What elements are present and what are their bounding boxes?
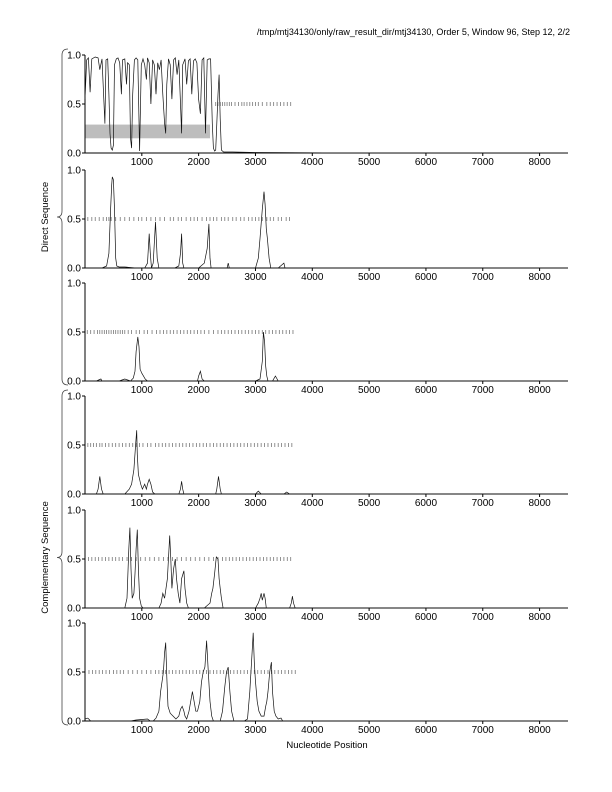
- x-tick-label: 2000: [187, 385, 210, 396]
- x-tick-label: 3000: [244, 498, 267, 509]
- x-tick-label: 6000: [414, 498, 438, 509]
- series-line: [85, 332, 568, 381]
- x-tick-label: 3000: [244, 385, 267, 396]
- sequence-groups: [40, 49, 68, 725]
- x-tick-label: 7000: [471, 385, 494, 396]
- x-tick-label: 3000: [244, 272, 267, 283]
- x-tick-label: 4000: [301, 385, 324, 396]
- group-1: [40, 49, 68, 385]
- x-tick-label: 4000: [301, 272, 324, 283]
- panel-1: [67, 51, 568, 169]
- y-tick-label: 0.0: [67, 263, 81, 275]
- y-tick-label: 1.0: [67, 50, 81, 62]
- x-tick-label: 4000: [301, 157, 324, 168]
- series-line: [85, 528, 568, 608]
- figure-title: /tmp/mtj34130/only/raw_result_dir/mtj34130, Order 5, Window 96, Step 12, 2/2: [256, 27, 570, 37]
- y-tick-label: 0.5: [67, 214, 81, 226]
- x-tick-label: 5000: [357, 272, 381, 283]
- panel-3: [67, 279, 568, 397]
- panel-2: [67, 166, 568, 284]
- x-tick-label: 8000: [528, 725, 551, 736]
- x-tick-label: 3000: [244, 725, 267, 736]
- y-tick-label: 1.0: [67, 391, 81, 403]
- y-tick-label: 1.0: [67, 618, 81, 630]
- x-tick-label: 2000: [187, 272, 210, 283]
- x-tick-label: 6000: [414, 272, 438, 283]
- y-tick-label: 0.0: [67, 716, 81, 728]
- x-tick-label: 3000: [244, 612, 267, 623]
- x-tick-label: 7000: [471, 612, 494, 623]
- x-tick-label: 8000: [528, 272, 551, 283]
- y-tick-label: 0.0: [67, 148, 81, 160]
- x-tick-label: 1000: [130, 498, 153, 509]
- x-tick-label: 1000: [130, 725, 153, 736]
- x-tick-label: 5000: [357, 157, 381, 168]
- x-tick-label: 2000: [187, 498, 210, 509]
- x-tick-label: 6000: [414, 385, 438, 396]
- panels: [67, 51, 568, 737]
- group-label: Complementary Sequence: [40, 501, 51, 614]
- x-tick-label: 8000: [528, 385, 551, 396]
- x-tick-label: 7000: [471, 157, 494, 168]
- x-tick-label: 1000: [130, 272, 153, 283]
- x-tick-label: 5000: [357, 612, 381, 623]
- y-tick-label: 0.5: [67, 667, 81, 679]
- y-tick-label: 1.0: [67, 505, 81, 517]
- x-tick-label: 1000: [130, 385, 153, 396]
- x-axis-label: Nucleotide Position: [286, 740, 368, 751]
- y-tick-label: 0.5: [67, 99, 81, 111]
- x-tick-label: 5000: [357, 498, 381, 509]
- x-tick-label: 2000: [187, 612, 210, 623]
- x-tick-label: 2000: [187, 725, 210, 736]
- y-tick-label: 0.0: [67, 376, 81, 388]
- x-tick-label: 8000: [528, 498, 551, 509]
- series-line: [85, 633, 568, 721]
- x-tick-label: 5000: [357, 725, 381, 736]
- x-tick-label: 6000: [414, 157, 438, 168]
- x-tick-label: 8000: [528, 157, 551, 168]
- y-tick-label: 0.0: [67, 603, 81, 615]
- x-tick-label: 2000: [187, 157, 210, 168]
- y-tick-label: 1.0: [67, 165, 81, 177]
- group-label: Direct Sequence: [40, 181, 51, 253]
- x-tick-label: 6000: [414, 725, 438, 736]
- series-line: [85, 177, 568, 268]
- x-tick-label: 6000: [414, 612, 438, 623]
- group-2: [40, 390, 68, 725]
- y-tick-label: 0.0: [67, 489, 81, 501]
- y-tick-label: 1.0: [67, 278, 81, 290]
- x-tick-label: 1000: [130, 157, 153, 168]
- panel-4: [67, 392, 568, 510]
- x-tick-label: 3000: [244, 157, 267, 168]
- series-line: [85, 57, 568, 153]
- x-tick-label: 7000: [471, 272, 494, 283]
- x-tick-label: 4000: [301, 612, 324, 623]
- x-tick-label: 8000: [528, 612, 551, 623]
- y-tick-label: 0.5: [67, 440, 81, 452]
- x-tick-label: 4000: [301, 498, 324, 509]
- series-line: [85, 430, 568, 494]
- x-tick-label: 7000: [471, 498, 494, 509]
- y-tick-label: 0.5: [67, 554, 81, 566]
- x-tick-label: 5000: [357, 385, 381, 396]
- x-tick-label: 1000: [130, 612, 153, 623]
- x-tick-label: 7000: [471, 725, 494, 736]
- shaded-band: [85, 125, 210, 139]
- panel-5: [67, 506, 568, 624]
- panel-6: [67, 619, 568, 737]
- y-tick-label: 0.5: [67, 327, 81, 339]
- x-tick-label: 4000: [301, 725, 324, 736]
